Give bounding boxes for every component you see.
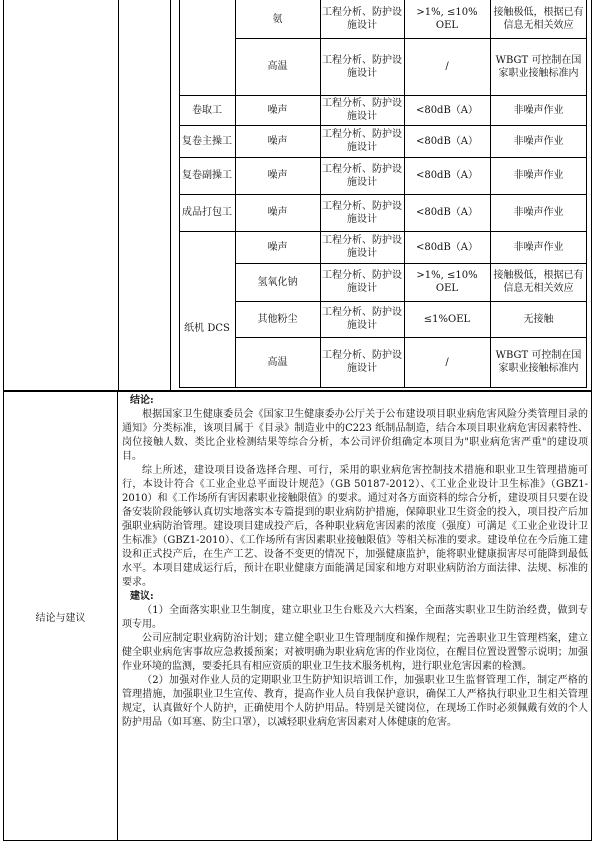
level-cell: ≤1%OEL [423, 313, 471, 325]
note-cell: 接触极低，根据已有信息无相关效应 [493, 270, 584, 294]
level-cell: <80dB（A） [415, 207, 479, 218]
level-cell: <80dB（A） [415, 170, 479, 181]
note-cell: 非噪声作业 [513, 135, 564, 147]
measure-cell: 工程分析、防护设施设计 [322, 235, 402, 259]
note-cell: 非噪声作业 [513, 170, 564, 181]
note-cell: WBGT 可控制在国家职业接触标准内 [495, 54, 582, 79]
conclusion-body [122, 394, 588, 730]
conclusion-paragraph: 根据国家卫生健康委员会《国家卫生健康委办公厅关于公布建设项目职业病危害风险分类管理目录的通知》分类标准，该项目属于《目录》制造业中的C223 纸制品制造，结合本项目职业病危害因素特性、岗位接触人数、类比企业检测结果等综合分析，本公司评价组确定本项目为"职业病危害严重"的建设项目。 [122, 409, 588, 462]
measure-cell: 工程分析、防护设施设计 [322, 7, 402, 31]
note-cell: 非噪声作业 [513, 207, 564, 218]
suggestion-paragraph: （2）加强对作业人员的定期职业卫生防护知识培训工作，加强职业卫生监督管理工作，制定严格的管理措施，加强职业卫生宣传、教育，提高作业人员自我保护意识，确保工人严格执行职业卫生相关管理规定，认真做好个人防护，正确使用个人防护用品。特别是关键岗位，在现场工作时必须佩戴有效的个人防护用品（如耳塞、防尘口罩），以减轻职业病危害因素对人体健康的危害。 [122, 675, 588, 728]
level-cell: <80dB（A） [415, 241, 479, 253]
level-cell: / [445, 61, 449, 72]
factor-cell: 噪声 [267, 170, 288, 181]
document-table [3, 0, 592, 841]
measure-cell: 工程分析、防护设施设计 [322, 270, 402, 294]
level-cell: / [445, 356, 449, 368]
level-cell: >1%, ≤10% OEL [416, 270, 478, 294]
merged-group-cell: 纸机 DCS [184, 323, 230, 334]
factor-cell: 噪声 [267, 135, 288, 147]
suggestion-heading: 建议: [130, 591, 154, 602]
suggestion-paragraph: （1）全面落实职业卫生制度，建立职业卫生台账及六大档案，全面落实职业卫生防治经费，做到专项专用。 [122, 605, 588, 630]
group-cell: 卷取工 [192, 104, 222, 116]
factor-cell: 噪声 [267, 104, 288, 116]
measure-cell: 工程分析、防护设施设计 [322, 200, 402, 225]
suggestion-paragraph: 公司应制定职业病防治计划；建立健全职业卫生管理制度和操作规程；完善职业卫生管理档案，建立健全职业病危害事故应急救援预案；对被明确为职业病危害的作业岗位，在醒目位置设置警示说明；加强作业环境的监测，要委托具有相应资质的职业卫生技术服务机构，进行职业危害因素的检测。 [122, 633, 588, 672]
measure-cell: 工程分析、防护设施设计 [322, 129, 402, 153]
group-cell: 成品打包工 [182, 207, 232, 218]
conclusion-label: 结论与建议 [4, 392, 118, 841]
hazard-table [4, 0, 591, 390]
group-cell: 复卷主操工 [182, 135, 232, 147]
measure-cell: 工程分析、防护设施设计 [322, 163, 402, 188]
factor-cell: 其他粉尘 [257, 313, 298, 325]
measure-cell: 工程分析、防护设施设计 [322, 350, 402, 374]
note-cell: WBGT 可控制在国家职业接触标准内 [495, 350, 582, 374]
conclusion-paragraph: 综上所述，建设项目设备选择合理、可行，采用的职业病危害控制技术措施和职业卫生管理措施可行，本设计符合《工业企业总平面设计规范》（GB 50187-2012）、《工业企业设计卫生标准》（GBZ1-2010）和《工作场所有害因素职业接触限值》的要求。通过对各方面资料的综合分析，建设项目只要在设备安装阶段能够认真切实地落实本专篇提到的职业病防护措施，保障职业卫生资金的投入，项目投产后加强职业病防治管理。建设项目建成投产后，各种职业病危害因素的浓度（强度）可满足《工业企业设计卫生标准》（GBZ1-2010）、《工作场所有害因素职业接触限值》等相关标准的要求。建设单位在今后施工建设和正式投产后，在生产工艺、设备不变更的情况下，加强健康监护，能将职业健康损害尽可能降到最低水平。本项目建成运行后，预计在职业健康方面能满足国家和地方对职业病防治方面法律、法规、标准的要求。 [122, 465, 588, 588]
column-divider [118, 0, 119, 390]
column-divider [170, 0, 171, 390]
note-cell: 接触极低，根据已有信息无相关效应 [493, 7, 584, 31]
factor-cell: 氨 [272, 13, 283, 25]
conclusion-heading: 结论: [130, 395, 154, 406]
level-cell: <80dB（A） [415, 135, 479, 147]
group-cell: 复卷副操工 [182, 170, 232, 181]
measure-cell: 工程分析、防护设施设计 [322, 307, 402, 331]
measure-cell: 工程分析、防护设施设计 [322, 54, 402, 79]
factor-cell: 高温 [267, 356, 288, 368]
factor-cell: 高温 [267, 61, 288, 72]
level-cell: <80dB（A） [415, 104, 479, 116]
note-cell: 非噪声作业 [513, 104, 564, 116]
conclusion-section [4, 390, 591, 841]
note-cell: 无接触 [523, 313, 554, 325]
note-cell: 非噪声作业 [513, 241, 564, 253]
factor-cell: 噪声 [267, 207, 288, 218]
factor-cell: 噪声 [267, 241, 288, 253]
factor-cell: 氢氧化钠 [257, 276, 298, 288]
measure-cell: 工程分析、防护设施设计 [322, 98, 402, 122]
level-cell: >1%, ≤10% OEL [416, 7, 478, 31]
